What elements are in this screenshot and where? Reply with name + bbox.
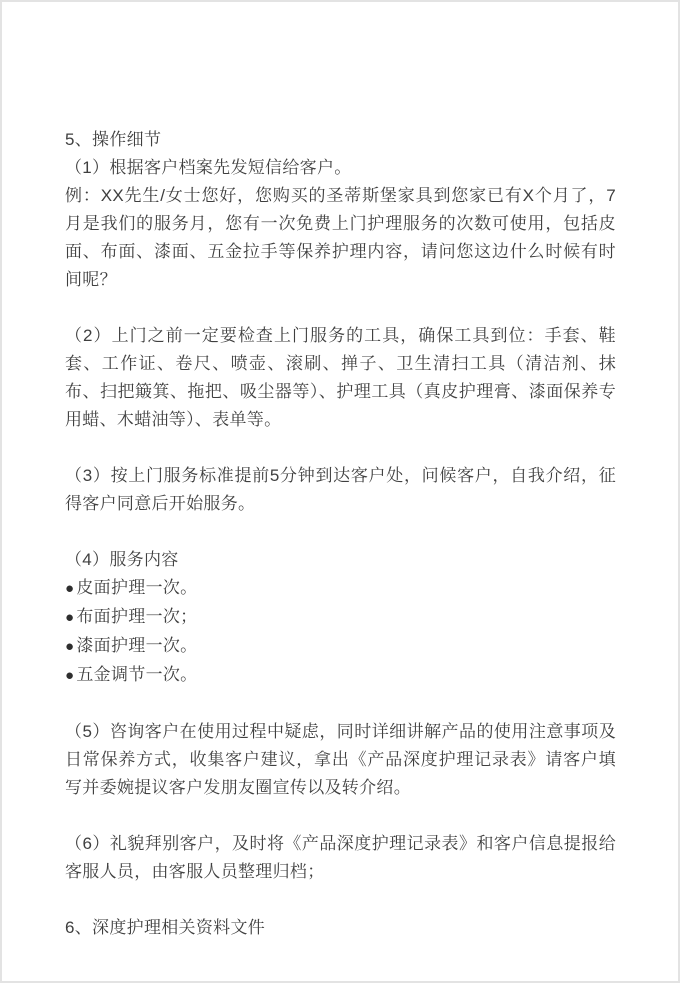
bullet-icon: ● <box>65 667 75 684</box>
step-1-example-text: 例：XX先生/女士您好，您购买的圣蒂斯堡家具到您家已有X个月了，7月是我们的服务月，您有一次免费上门护理服务的次数可使用，包括皮面、布面、漆面、五金拉手等保养护理内容，请问您这边什么时候有时间呢？ <box>65 186 616 289</box>
service-item-text: 五金调节一次。 <box>76 665 198 684</box>
bullet-icon: ● <box>65 638 75 655</box>
service-item-leather <box>65 574 616 603</box>
step-1-text: （1）根据客户档案先发短信给客户。 <box>65 158 352 177</box>
service-item-text: 皮面护理一次。 <box>76 578 198 597</box>
step-5-block <box>65 718 616 802</box>
service-item-fabric <box>65 603 616 632</box>
section-5-intro-block <box>65 126 616 294</box>
service-item-text: 漆面护理一次。 <box>76 636 198 655</box>
step-6-text: （6）礼貌拜别客户，及时将《产品深度护理记录表》和客户信息提报给客服人员，由客服人员整理归档； <box>65 834 616 881</box>
step-3-text: （3）按上门服务标准提前5分钟到达客户处，问候客户，自我介绍，征得客户同意后开始服务。 <box>65 466 616 513</box>
bullet-icon: ● <box>65 580 75 597</box>
step-4-heading: （4）服务内容 <box>65 550 179 569</box>
step-5-text: （5）咨询客户在使用过程中疑虑，同时详细讲解产品的使用注意事项及日常保养方式，收集客户建议，拿出《产品深度护理记录表》请客户填写并委婉提议客户发朋友圈宣传以及转介绍。 <box>65 722 616 797</box>
step-3-block <box>65 462 616 518</box>
document-content <box>2 2 678 942</box>
section-6-heading: 6、深度护理相关资料文件 <box>65 918 266 937</box>
bullet-icon: ● <box>65 609 75 626</box>
step-6-block <box>65 830 616 886</box>
service-item-paint <box>65 632 616 661</box>
service-item-text: 布面护理一次； <box>76 607 198 626</box>
step-2-block <box>65 322 616 434</box>
step-2-text: （2）上门之前一定要检查上门服务的工具，确保工具到位：手套、鞋套、工作证、卷尺、喷壶、滚刷、掸子、卫生清扫工具（清洁剂、抹布、扫把簸箕、拖把、吸尘器等）、护理工具（真皮护理膏、漆面保养专用蜡、木蜡油等）、表单等。 <box>65 326 616 429</box>
section-6-block <box>65 914 616 942</box>
section-5-heading: 5、操作细节 <box>65 130 162 149</box>
step-4-block <box>65 546 616 690</box>
service-item-hardware <box>65 661 616 690</box>
